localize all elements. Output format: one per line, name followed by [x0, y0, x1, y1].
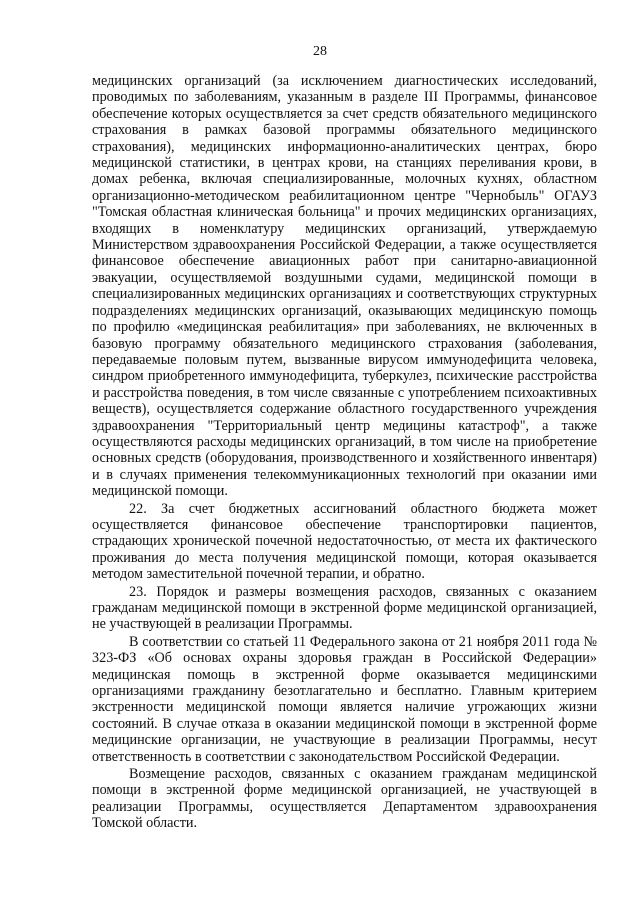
page-number: 28: [313, 44, 327, 59]
document-body: [92, 73, 597, 832]
paragraph-item-23: 23. Порядок и размеры возмещения расходов, связанных с оказанием гражданам медицинской помощи в экстренной форме медицинской организацией, не участвующей в реализации Программы.: [92, 583, 597, 633]
paragraph-item-22: 22. За счет бюджетных ассигнований областного бюджета может осуществляется финансовое обеспечение транспортировки пациентов, страдающих хронической почечной недостаточностью, от места их фактического проживания до места получения медицинской помощи, которая оказывается методом заместительной почечной терапии, и обратно.: [92, 500, 597, 583]
paragraph-reimbursement: Возмещение расходов, связанных с оказанием гражданам медицинской помощи в экстренной форме медицинской организацией, не участвующей в реализации Программы, осуществляется Департаментом здравоохранения Томской области.: [92, 766, 597, 832]
paragraph-continuation: медицинских организаций (за исключением диагностических исследований, проводимых по заболеваниям, указанным в разделе III Программы, финансовое обеспечение которых осуществляется за счет средств обязательного медицинского страхования в рамках базовой программы обязательного медицинского страхования), медицинских информационно-аналитических центрах, бюро медицинской статистики, в центрах крови, на станциях переливания крови, в домах ребенка, включая специализированные, молочных кухнях, областном организационно-методическом реабилитационном центре "Чернобыль" ОГАУЗ "Томская областная клиническая больница" и прочих медицинских организациях, входящих в номенклатуру медицинских организаций, утверждаемую Министерством здравоохранения Российской Федерации, а также осуществляется финансовое обеспечение авиационных работ при санитарно-авиационной эвакуации, осуществляемой воздушными судами, медицинской помощи в специализированных медицинских организациях и соответствующих структурных подразделениях медицинских организаций, оказывающих медицинскую помощь по профилю «медицинская реабилитация» при заболеваниях, не включенных в базовую программу обязательного медицинского страхования (заболевания, передаваемые половым путем, вызванные вирусом иммунодефицита человека, синдром приобретенного иммунодефицита, туберкулез, психические расстройства и расстройства поведения, в том числе связанные с употреблением психоактивных веществ), осуществляется содержание областного государственного учреждения здравоохранения "Территориальный центр медицины катастроф", а также осуществляются расходы медицинских организаций, в том числе на приобретение основных средств (оборудования, производственного и хозяйственного инвентаря) и в случаях применения телекоммуникационных технологий при оказании ими медицинской помощи.: [92, 73, 597, 500]
paragraph-federal-law: В соответствии со статьей 11 Федерального закона от 21 ноября 2011 года № 323-ФЗ «Об основах охраны здоровья граждан в Российской Федерации» медицинская помощь в экстренной форме оказывается медицинскими организациями гражданину безотлагательно и бесплатно. Главным критерием экстренности медицинской помощи является наличие угрожающих жизни состояний. В случае отказа в оказании медицинской помощи в экстренной форме медицинские организации, не участвующие в реализации Программы, несут ответственность в соответствии с законодательством Российской Федерации.: [92, 633, 597, 765]
